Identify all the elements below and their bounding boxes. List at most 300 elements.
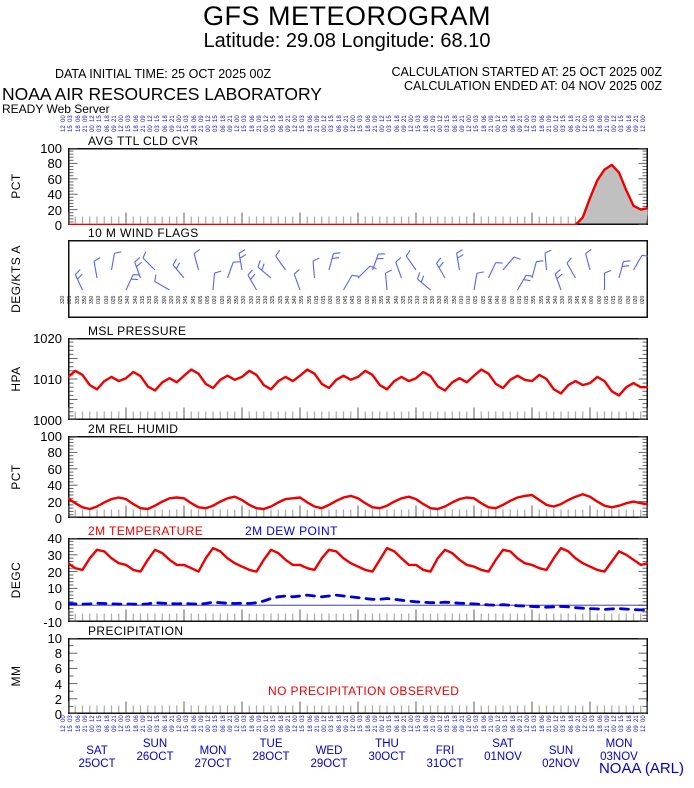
time-tick-label: 06 (597, 715, 604, 722)
time-tick-label: 12 (322, 715, 328, 722)
time-tick-label: 06 (162, 125, 169, 132)
panel-title-precipitation: PRECIPITATION (88, 624, 184, 638)
time-tick-label: 21 (546, 725, 553, 732)
time-tick-label: 18 (162, 715, 169, 722)
time-tick-label: 09 (314, 115, 321, 122)
panel-plot-4 (68, 538, 648, 622)
time-tick-label: 06 (162, 725, 169, 732)
time-tick-label: 09 (517, 125, 524, 132)
wind-barb (194, 249, 200, 270)
time-tick-label: 12 (525, 125, 531, 132)
time-tick-label: 21 (401, 715, 408, 722)
time-tick-label: 00 (438, 725, 444, 732)
wind-dir-label: 345 (574, 295, 581, 304)
wind-dir-label: 320 (168, 295, 175, 304)
time-tick-label: 15 (213, 715, 220, 722)
time-tick-label: 03 (242, 115, 249, 122)
time-tick-label: 15 (300, 125, 307, 132)
wind-dir-label: 315 (139, 295, 146, 304)
time-tick-label: 15 (271, 115, 278, 122)
time-tick-label: 15 (387, 715, 394, 722)
time-tick-label: 06 (249, 715, 256, 722)
time-tick-label: 09 (633, 725, 640, 732)
day-label-fri-31oct: FRI 31OCT (426, 745, 464, 770)
time-tick-label: 21 (430, 125, 437, 132)
time-tick-label: 21 (227, 715, 234, 722)
time-tick-label: 09 (372, 715, 379, 722)
time-tick-label: 03 (126, 715, 133, 722)
time-tick-label: 03 (387, 125, 394, 132)
wind-dir-label: 335 (74, 295, 81, 304)
time-tick-label: 06 (539, 115, 546, 122)
time-tick-label: 00 (61, 115, 67, 122)
y-tick-label: 20 (47, 494, 62, 510)
time-tick-label: 18 (539, 125, 546, 132)
day-label-sun-02nov: SUN 02NOV (542, 745, 580, 770)
time-tick-label: 00 (119, 115, 125, 122)
time-tick-label: 15 (474, 725, 481, 732)
time-tick-label: 18 (75, 725, 82, 732)
time-tick-label: 18 (336, 715, 343, 722)
time-tick-label: 21 (546, 125, 553, 132)
time-tick-label: 03 (329, 125, 336, 132)
time-tick-label: 00 (409, 715, 415, 722)
unit-label-pct-humid: PCT (9, 464, 23, 490)
wind-dir-label: 020 (357, 295, 364, 304)
time-tick-label: 06 (278, 125, 285, 132)
time-tick-label: 03 (445, 725, 452, 732)
time-tick-label: 15 (126, 725, 133, 732)
time-tick-label: 09 (488, 715, 495, 722)
panel-plot-5 (68, 638, 648, 714)
time-tick-label: 03 (619, 725, 626, 732)
time-tick-label: 21 (82, 725, 89, 732)
time-tick-label: 15 (532, 125, 539, 132)
noaa-arl-credit: NOAA (ARL) (598, 760, 684, 777)
time-tick-label: 15 (242, 725, 249, 732)
time-tick-label: 21 (169, 115, 176, 122)
time-tick-label: 06 (423, 115, 430, 122)
time-tick-label: 00 (322, 125, 328, 132)
time-tick-label: 15 (184, 125, 191, 132)
time-tick-label: 06 (365, 715, 372, 722)
time-tick-label: 15 (416, 125, 423, 132)
time-tick-label: 18 (597, 125, 604, 132)
calculation-times (392, 65, 662, 94)
day-label-sat-01nov: SAT 01NOV (484, 738, 522, 763)
wind-dir-label: 330 (248, 295, 255, 304)
wind-barb (344, 275, 359, 290)
time-tick-label: 00 (235, 115, 241, 122)
wind-dir-label: 335 (67, 295, 74, 304)
wind-barb (329, 253, 340, 270)
wind-dir-label: 350 (444, 295, 451, 304)
time-tick-label: 09 (140, 715, 147, 722)
time-tick-label: 00 (293, 115, 299, 122)
time-tick-label: 09 (604, 115, 611, 122)
time-tick-label: 03 (474, 115, 481, 122)
time-tick-label: 12 (467, 125, 473, 132)
time-tick-label: 00 (612, 725, 618, 732)
time-tick-label: 15 (619, 115, 626, 122)
wind-dir-label: 020 (632, 295, 639, 304)
time-tick-label: 09 (343, 125, 350, 132)
time-tick-label: 09 (575, 125, 582, 132)
time-tick-label: 12 (438, 115, 444, 122)
time-tick-label: 06 (220, 125, 227, 132)
y-tick-label: 8 (54, 646, 62, 662)
time-tick-label: 18 (191, 125, 198, 132)
time-tick-label: 12 (177, 125, 183, 132)
time-tick-label: 15 (590, 725, 597, 732)
unit-label-pct-cloud: PCT (9, 173, 23, 199)
wind-dir-label: 300 (154, 295, 161, 304)
time-tick-label: 03 (561, 125, 568, 132)
time-tick-label: 03 (358, 115, 365, 122)
time-tick-label: 12 (409, 725, 415, 732)
wind-dir-label: 020 (640, 295, 646, 304)
time-tick-label: 18 (394, 715, 401, 722)
time-tick-label: 18 (452, 715, 459, 722)
time-tick-label: 12 (293, 125, 299, 132)
wind-dir-label: 355 (306, 295, 313, 304)
wind-dir-label: 345 (190, 295, 197, 304)
time-tick-label: 09 (285, 725, 292, 732)
wind-dir-label: 045 (342, 295, 349, 304)
y-tick-label: 2 (54, 691, 62, 707)
wind-barb (94, 258, 100, 278)
time-tick-label: 03 (126, 115, 133, 122)
time-tick-label: 21 (633, 115, 640, 122)
wind-dir-label: 340 (292, 295, 298, 304)
time-tick-label: 09 (633, 125, 640, 132)
wind-dir-label: 350 (451, 295, 458, 304)
time-tick-label: 03 (213, 125, 220, 132)
wind-dir-label: 030 (328, 295, 335, 304)
time-tick-label: 00 (264, 725, 270, 732)
unit-label-hpa: HPA (9, 366, 23, 392)
time-tick-label: 12 (264, 715, 270, 722)
time-tick-label: 09 (314, 715, 321, 722)
time-tick-label: 21 (256, 725, 263, 732)
time-tick-label: 18 (452, 115, 459, 122)
time-tick-label: 12 (235, 125, 241, 132)
time-tick-label: 21 (343, 115, 350, 122)
time-tick-label: 21 (198, 125, 205, 132)
time-tick-label: 03 (590, 715, 597, 722)
time-tick-label: 21 (343, 715, 350, 722)
wind-dir-label: 045 (350, 295, 356, 304)
wind-dir-label: 355 (538, 295, 545, 304)
day-label-tue-28oct: TUE 28OCT (252, 738, 290, 763)
unit-label-deg-kts: DEG/KTS A (9, 245, 23, 313)
time-tick-label: 21 (82, 125, 89, 132)
time-tick-label: 15 (329, 115, 336, 122)
wind-dir-label: 015 (321, 295, 327, 304)
time-tick-label: 09 (256, 115, 263, 122)
time-tick-label: 18 (568, 115, 575, 122)
time-tick-label: 15 (213, 115, 220, 122)
time-tick-label: 00 (496, 125, 502, 132)
time-tick-label: 03 (184, 715, 191, 722)
time-tick-label: 15 (561, 715, 568, 722)
time-tick-label: 00 (148, 725, 154, 732)
time-tick-label: 12 (148, 715, 154, 722)
y-tick-label: 60 (47, 461, 62, 477)
time-tick-label: 03 (532, 115, 539, 122)
time-tick-label: 06 (307, 115, 314, 122)
wind-dir-label: 350 (234, 295, 240, 304)
wind-dir-label: 015 (516, 295, 523, 304)
wind-dir-label: 330 (567, 295, 574, 304)
y-tick-label: 20 (47, 202, 62, 218)
time-tick-label: 15 (358, 125, 365, 132)
time-tick-label: 21 (285, 115, 292, 122)
time-tick-label: 00 (525, 115, 531, 122)
panel-cloud-cover (68, 148, 648, 225)
day-label-thu-30oct: THU 30OCT (368, 738, 406, 763)
time-tick-label: 00 (467, 115, 473, 122)
time-tick-label: 12 (61, 725, 67, 732)
time-tick-label: 21 (111, 115, 118, 122)
time-tick-label: 18 (510, 715, 517, 722)
series-2m-dew-point (68, 595, 648, 610)
time-tick-label: 18 (510, 115, 517, 122)
time-tick-label: 18 (133, 725, 140, 732)
time-tick-label: 18 (365, 725, 372, 732)
time-tick-label: 00 (554, 725, 560, 732)
y-tick-label: 4 (54, 676, 62, 692)
time-tick-label: 06 (481, 115, 488, 122)
time-tick-label: 00 (409, 115, 415, 122)
time-tick-label: 03 (474, 715, 481, 722)
time-tick-label: 18 (626, 115, 633, 122)
y-tick-label: 80 (47, 445, 62, 461)
org-name: NOAA AIR RESOURCES LABORATORY (2, 84, 322, 104)
wind-dir-label: 025 (118, 295, 124, 304)
time-tick-label: 09 (198, 115, 205, 122)
time-tick-label: 06 (133, 715, 140, 722)
time-tick-label: 03 (68, 115, 75, 122)
time-tick-label: 12 (380, 115, 386, 122)
wind-dir-label: 315 (147, 295, 153, 304)
time-tick-label: 21 (604, 725, 611, 732)
wind-barb (634, 255, 649, 270)
time-tick-label: 12 (119, 725, 125, 732)
time-tick-label: 21 (488, 125, 495, 132)
time-tick-label: 21 (372, 725, 379, 732)
time-tick-label: 00 (583, 115, 589, 122)
wind-barb (518, 275, 533, 290)
time-tick-label: 18 (568, 715, 575, 722)
time-tick-label: 09 (372, 115, 379, 122)
wind-barb (75, 270, 82, 290)
time-tick-label: 03 (416, 715, 423, 722)
time-tick-label: 18 (278, 115, 285, 122)
time-tick-label: 18 (423, 725, 430, 732)
time-tick-label: 06 (481, 715, 488, 722)
time-tick-label: 12 (177, 725, 183, 732)
time-tick-label: 00 (583, 715, 589, 722)
wind-barb (619, 261, 630, 278)
wind-dir-label: 355 (371, 295, 378, 304)
wind-dir-label: 010 (96, 295, 103, 304)
time-tick-label: 21 (633, 715, 640, 722)
time-tick-label: 18 (278, 715, 285, 722)
wind-dir-label: 020 (219, 295, 226, 304)
time-tick-label: 06 (220, 725, 227, 732)
wind-dir-label: 340 (386, 295, 393, 304)
wind-dir-label: 330 (429, 295, 436, 304)
time-tick-label: 03 (503, 725, 510, 732)
day-label-sun-26oct: SUN 26OCT (136, 738, 174, 763)
time-tick-label: 03 (445, 125, 452, 132)
wind-dir-label: 340 (132, 295, 139, 304)
series-msl-pressure (68, 370, 648, 396)
time-tick-label: 18 (626, 715, 633, 722)
y-tick-label: 1000 (33, 413, 62, 428)
time-tick-label: 15 (329, 715, 336, 722)
time-tick-label: 09 (430, 715, 437, 722)
time-tick-label: 06 (539, 715, 546, 722)
time-tick-label: 21 (517, 115, 524, 122)
time-tick-label: 00 (264, 125, 270, 132)
time-tick-label: 18 (104, 115, 111, 122)
time-tick-label: 18 (162, 115, 169, 122)
time-tick-label: 09 (604, 715, 611, 722)
time-tick-label: 21 (459, 715, 466, 722)
time-tick-label: 06 (597, 115, 604, 122)
time-tick-label: 00 (119, 715, 125, 722)
wind-dir-label: 340 (545, 295, 552, 304)
time-tick-label: 15 (358, 725, 365, 732)
time-tick-label: 00 (351, 115, 357, 122)
wind-dir-label: 330 (241, 295, 248, 304)
wind-dir-label: 310 (263, 295, 269, 304)
time-tick-label: 06 (278, 725, 285, 732)
time-tick-label: 09 (82, 115, 89, 122)
unit-label-mm: MM (9, 665, 23, 687)
wind-barb (276, 250, 286, 270)
time-tick-label: 06 (626, 125, 633, 132)
time-tick-label: 06 (423, 715, 430, 722)
panel-title-dew-point: 2M DEW POINT (245, 524, 338, 538)
time-tick-label: 18 (539, 725, 546, 732)
time-tick-label: 03 (97, 125, 104, 132)
time-tick-label: 15 (97, 715, 104, 722)
time-tick-label: 12 (206, 115, 212, 122)
time-tick-label: 21 (169, 715, 176, 722)
time-tick-label: 15 (445, 115, 452, 122)
panel-msl-pressure (68, 338, 648, 420)
time-tick-label: 12 (351, 125, 357, 132)
wind-dir-label: 030 (618, 295, 625, 304)
time-tick-label: 21 (575, 715, 582, 722)
time-tick-label: 06 (626, 725, 633, 732)
time-tick-label: 06 (365, 115, 372, 122)
time-tick-label: 03 (619, 125, 626, 132)
panel-temperature-dewpoint (68, 538, 648, 622)
panel-title-msl-pressure: MSL PRESSURE (88, 324, 187, 338)
wind-dir-label: 005 (205, 295, 211, 304)
time-tick-label: 12 (148, 115, 154, 122)
wind-dir-label: 355 (531, 295, 538, 304)
wind-dir-label: 015 (603, 295, 610, 304)
wind-barb (386, 270, 392, 290)
time-tick-label: 12 (206, 715, 212, 722)
time-tick-label: 03 (590, 115, 597, 122)
wind-dir-label: 015 (524, 295, 530, 304)
time-tick-label: 15 (503, 115, 510, 122)
panel-rel-humid (68, 436, 648, 518)
time-tick-label: 03 (155, 125, 162, 132)
time-tick-label: 15 (590, 125, 597, 132)
time-tick-label: 09 (575, 725, 582, 732)
panel-plot-3 (68, 436, 648, 518)
y-tick-label: 80 (47, 156, 62, 172)
wind-dir-label: 340 (125, 295, 132, 304)
wind-barb (173, 259, 184, 278)
y-tick-label: 40 (47, 187, 62, 203)
wind-barb (417, 272, 430, 290)
time-tick-label: 09 (546, 115, 553, 122)
time-tick-label: 12 (496, 715, 502, 722)
wind-dir-label: 355 (379, 295, 385, 304)
time-tick-label: 06 (568, 725, 575, 732)
time-tick-label: 21 (198, 725, 205, 732)
time-tick-label: 12 (61, 125, 67, 132)
wind-dir-label: 350 (81, 295, 88, 304)
y-tick-label: 1020 (33, 331, 62, 346)
time-tick-label: 15 (474, 125, 481, 132)
time-tick-label: 06 (394, 125, 401, 132)
time-tick-label: 09 (459, 125, 466, 132)
time-tick-label: 09 (343, 725, 350, 732)
time-tick-label: 03 (68, 715, 75, 722)
wind-barb (555, 269, 562, 290)
time-tick-label: 00 (293, 715, 299, 722)
time-tick-label: 03 (503, 125, 510, 132)
wind-dir-label: 010 (103, 295, 110, 304)
wind-barb (155, 275, 170, 290)
day-label-sat-25oct: SAT 25OCT (78, 745, 116, 770)
time-tick-label: 03 (213, 725, 220, 732)
time-tick-label: 12 (90, 715, 96, 722)
time-tick-label: 21 (517, 715, 524, 722)
time-tick-label: 03 (416, 115, 423, 122)
time-tick-label: 12 (496, 115, 502, 122)
wind-dir-label: 300 (161, 295, 168, 304)
time-tick-label: 15 (68, 125, 75, 132)
time-tick-label: 21 (227, 115, 234, 122)
wind-dir-label: 330 (560, 295, 567, 304)
time-tick-label: 00 (177, 115, 183, 122)
time-tick-label: 06 (75, 115, 82, 122)
time-tick-label: 00 (148, 125, 154, 132)
time-tick-label: 00 (496, 725, 502, 732)
time-tick-label: 15 (68, 725, 75, 732)
wind-barb (567, 258, 576, 278)
y-tick-label: 40 (47, 478, 62, 494)
y-tick-label: 100 (40, 429, 62, 444)
wind-barb (406, 250, 416, 270)
time-tick-label: 21 (285, 715, 292, 722)
time-tick-label: 18 (220, 715, 227, 722)
wind-dir-label: 015 (611, 295, 617, 304)
time-tick-label: 09 (111, 725, 118, 732)
time-tick-label: 21 (314, 725, 321, 732)
time-tick-label: 12 (438, 715, 444, 722)
